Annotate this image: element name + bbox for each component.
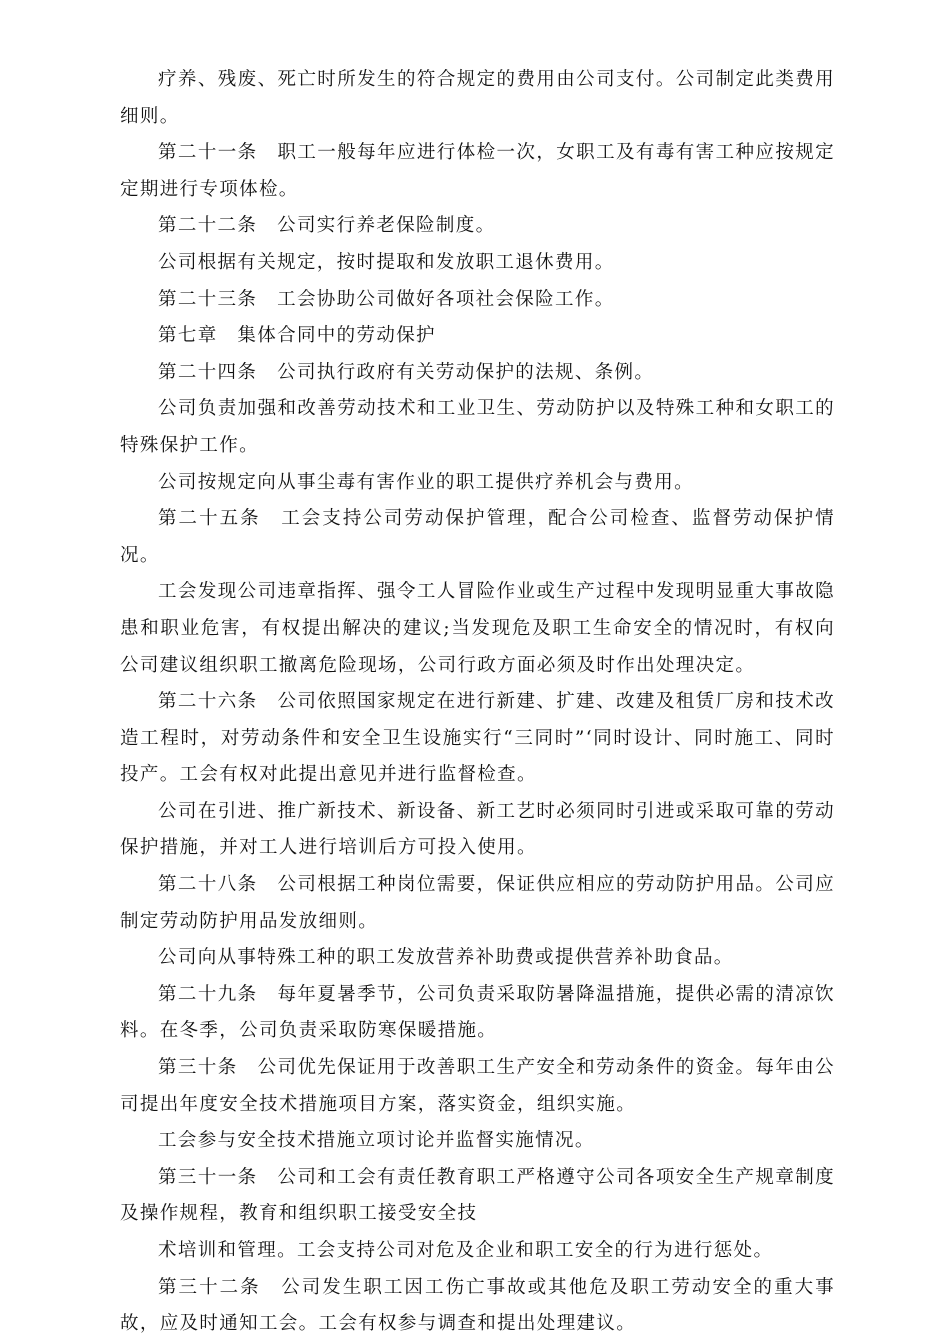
paragraph-16: 第二十九条 每年夏暑季节，公司负责采取防暑降温措施，提供必需的清凉饮料。在冬季，公司负责采取防寒保暖措施。 [120,983,835,1042]
chapter-heading: 第七章 集体合同中的劳动保护 [158,325,436,347]
paragraph-14: 第二十八条 公司根据工种岗位需要，保证供应相应的劳动防护用品。公司应制定劳动防护用品发放细则。 [120,874,835,932]
paragraph-5: 第二十三条 工会协助公司做好各项社会保险工作。 [158,288,615,310]
paragraph-18: 工会参与安全技术措施立项讨论并监督实施情况。 [158,1130,595,1152]
paragraph-11: 工会发现公司违章指挥、强令工人冒险作业或生产过程中发现明显重大事故隐患和职业危害，有权提出解决的建议;当发现危及职工生命安全的情况时，有权向公司建议组织职工撤离危险现场，公司行政方面必须及时作出处理决定。 [120,581,835,676]
paragraph-21: 第三十二条 公司发生职工因工伤亡事故或其他危及职工劳动安全的重大事故，应及时通知工会。工会有权参与调查和提出处理建议。 [120,1276,835,1335]
paragraph-1: 疗养、残废、死亡时所发生的符合规定的费用由公司支付。公司制定此类费用细则。 [120,69,835,127]
paragraph-2: 第二十一条 职工一般每年应进行体检一次，女职工及有毒有害工种应按规定定期进行专项体检。 [120,142,835,200]
paragraph-8: 公司负责加强和改善劳动技术和工业卫生、劳动防护以及特殊工种和女职工的特殊保护工作。 [120,398,835,456]
paragraph-19: 第三十一条 公司和工会有责任教育职工严格遵守公司各项安全生产规章制度及操作规程，教育和组织职工接受安全技 [120,1166,835,1225]
paragraph-7: 第二十四条 公司执行政府有关劳动保护的法规、条例。 [158,361,655,383]
paragraph-9: 公司按规定向从事尘毒有害作业的职工提供疗养机会与费用。 [158,471,694,493]
paragraph-13: 公司在引进、推广新技术、新设备、新工艺时必须同时引进或采取可靠的劳动保护措施，并对工人进行培训后方可投入使用。 [120,800,835,859]
paragraph-10: 第二十五条 工会支持公司劳动保护管理，配合公司检查、监督劳动保护情况。 [120,508,835,566]
paragraph-17: 第三十条 公司优先保证用于改善职工生产安全和劳动条件的资金。每年由公司提出年度安全技术措施项目方案，落实资金，组织实施。 [120,1057,835,1115]
paragraph-12: 第二十六条 公司依照国家规定在进行新建、扩建、改建及租赁厂房和技术改造工程时，对劳动条件和安全卫生设施实行“三同时”‘同时设计、同时施工、同时投产。工会有权对此提出意见并进行监督检查。 [120,691,835,786]
paragraph-4: 公司根据有关规定，按时提取和发放职工退休费用。 [158,251,615,273]
paragraph-20: 术培训和管理。工会支持公司对危及企业和职工安全的行为进行惩处。 [158,1240,774,1261]
paragraph-15: 公司向从事特殊工种的职工发放营养补助费或提供营养补助食品。 [158,947,734,969]
document-page [120,62,835,1343]
paragraph-3: 第二十二条 公司实行养老保险制度。 [158,215,496,237]
